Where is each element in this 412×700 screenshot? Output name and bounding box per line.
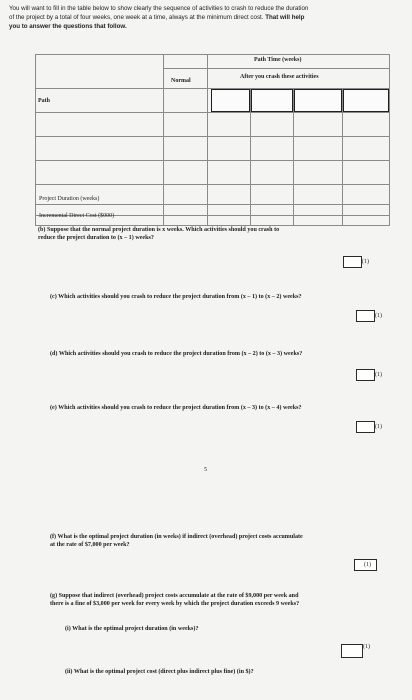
answer-box-d[interactable] bbox=[356, 369, 375, 381]
question-g-i: (i) What is the optimal project duration (in weeks)? bbox=[65, 626, 199, 632]
intro-line-3: you to answer the questions that follow. bbox=[9, 23, 127, 30]
marks-c: (1) bbox=[375, 313, 382, 319]
incremental-cost-label: Incremental Direct Cost ($000) bbox=[39, 213, 115, 219]
marks-b: (1) bbox=[362, 259, 369, 265]
question-g bbox=[50, 592, 405, 609]
normal-header: Normal bbox=[171, 78, 191, 84]
crash-step-2-cell[interactable] bbox=[251, 89, 293, 112]
crash-table bbox=[35, 54, 390, 226]
path-label: Path bbox=[38, 98, 50, 104]
answer-box-g-i[interactable] bbox=[341, 644, 363, 658]
answer-box-e[interactable] bbox=[356, 421, 375, 433]
crash-step-1-cell[interactable] bbox=[211, 89, 250, 112]
question-b bbox=[38, 226, 398, 243]
path-time-header: Path Time (weeks) bbox=[254, 57, 302, 63]
intro-line-2-bold: That will help bbox=[263, 14, 305, 21]
marks-g-i: (1) bbox=[363, 644, 370, 650]
intro-line-2-text: of the project by a total of four weeks, one week at a time, always at the minimum direct cost. bbox=[9, 14, 264, 21]
question-d: (d) Which activities should you crash to reduce the project duration from (x – 2) to (x – 3) weeks? bbox=[50, 351, 303, 357]
question-c: (c) Which activities should you crash to reduce the project duration from (x – 1) to (x – 2) weeks? bbox=[50, 294, 302, 300]
crash-step-4-cell[interactable] bbox=[343, 89, 389, 112]
page-number: 5 bbox=[204, 467, 207, 473]
marks-d: (1) bbox=[375, 372, 382, 378]
question-f bbox=[50, 533, 405, 550]
intro-line-2 bbox=[9, 13, 407, 22]
after-crash-header: After you crash these activities bbox=[240, 74, 319, 80]
marks-e: (1) bbox=[375, 424, 382, 430]
intro-paragraph bbox=[9, 4, 407, 31]
question-g-line-2: there is a fine of $3,000 per week for every week by which the project duration exceeds 9 weeks? bbox=[50, 601, 300, 608]
answer-box-c[interactable] bbox=[356, 310, 375, 322]
question-f-line-2: at the rate of $7,000 per week? bbox=[50, 542, 130, 549]
question-b-line-2: reduce the project duration to (x – 1) weeks? bbox=[38, 235, 154, 242]
question-b-line-1: (b) Suppose that the normal project duration is x weeks. Which activities should you crash to bbox=[38, 227, 280, 233]
question-g-ii: (ii) What is the optimal project cost (direct plus indirect plus fine) (in $)? bbox=[65, 669, 254, 675]
question-g-line-1: (g) Suppose that indirect (overhead) project costs accumulate at the rate of $9,000 per week and bbox=[50, 593, 299, 599]
question-e: (e) Which activities should you crash to reduce the project duration from (x – 3) to (x – 4) weeks? bbox=[50, 405, 302, 411]
marks-f: (1) bbox=[364, 562, 371, 568]
intro-line-1: You will want to fill in the table below to show clearly the sequence of activities to crash to reduce the duration bbox=[9, 5, 309, 12]
crash-step-3-cell[interactable] bbox=[294, 89, 342, 112]
answer-box-b[interactable] bbox=[343, 256, 362, 268]
question-f-line-1: (f) What is the optimal project duration (in weeks) if indirect (overhead) project costs accumulate bbox=[50, 534, 303, 540]
project-duration-label: Project Duration (weeks) bbox=[39, 196, 100, 202]
